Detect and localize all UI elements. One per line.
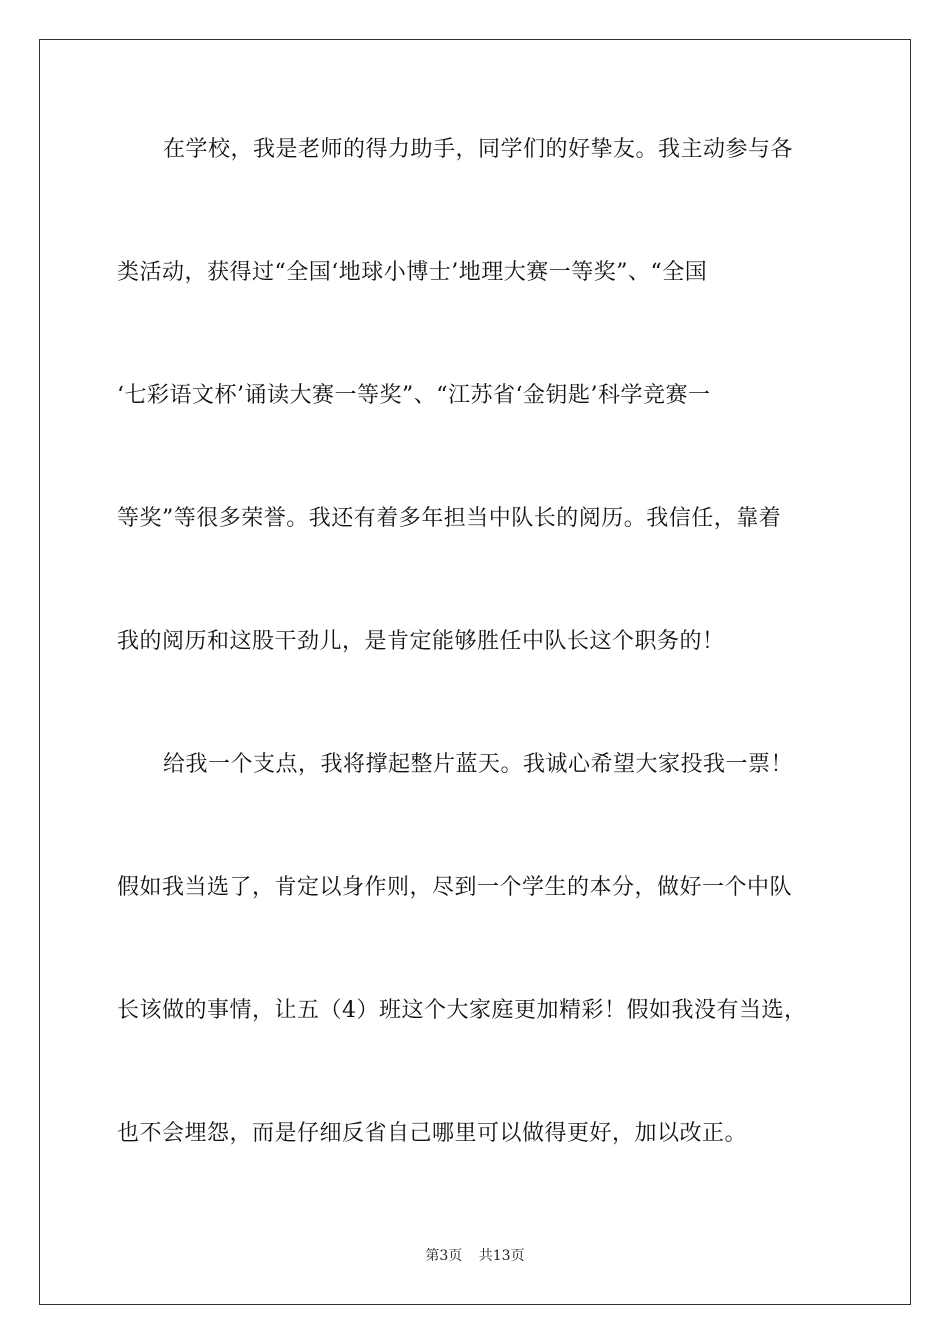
page-border — [39, 39, 911, 1305]
paragraph-2-line-1: 给我一个支点，我将撑起整片蓝天。我诚心希望大家投我一票！ — [163, 752, 794, 777]
paragraph-2-line-2: 假如我当选了，肯定以身作则，尽到一个学生的本分，做好一个中队 — [117, 875, 793, 900]
paragraph-1-line-4: 等奖”等很多荣誉。我还有着多年担当中队长的阅历。我信任，靠着 — [117, 506, 782, 531]
paragraph-2-line-3: 长该做的事情，让五（4）班这个大家庭更加精彩！假如我没有当选， — [117, 998, 807, 1023]
paragraph-1-line-3: ‘七彩语文杯’诵读大赛一等奖”、“江苏省‘金钥匙’科学竞赛一 — [117, 383, 711, 408]
page-footer — [0, 1247, 950, 1265]
page-number-total: 共13页 — [478, 1248, 525, 1264]
paragraph-2-line-4: 也不会埋怨，而是仔细反省自己哪里可以做得更好，加以改正。 — [117, 1121, 748, 1146]
paragraph-1-line-5: 我的阅历和这股干劲儿，是肯定能够胜任中队长这个职务的！ — [117, 629, 725, 654]
page-number-current: 第3页 — [425, 1248, 463, 1264]
paragraph-1-line-2: 类活动，获得过“全国‘地球小博士’地理大赛一等奖”、“全国 — [117, 260, 708, 285]
paragraph-1-line-1: 在学校，我是老师的得力助手，同学们的好挚友。我主动参与各 — [163, 137, 794, 162]
